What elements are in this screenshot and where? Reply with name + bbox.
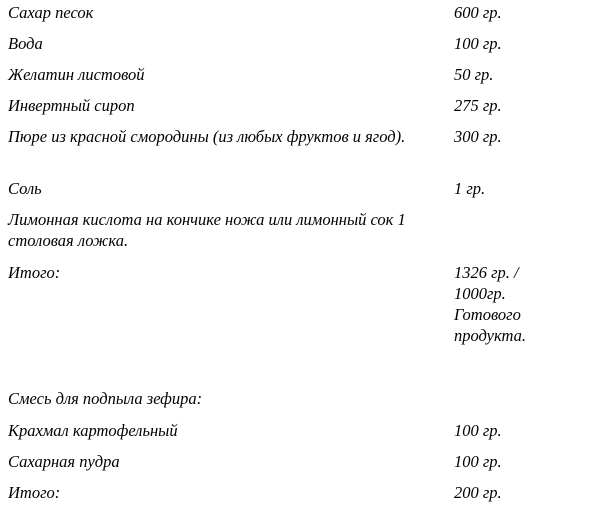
- ingredient-name: Желатин листовой: [8, 65, 145, 84]
- ingredient-quantity: 600 гр.: [454, 3, 502, 22]
- ingredient-quantity: 100 гр.: [454, 421, 502, 440]
- total-label: Итого:: [8, 263, 61, 282]
- ingredient-name: Лимонная кислота на кончике ножа или лимонный сок 1 столовая ложка.: [8, 210, 406, 250]
- ingredient-quantity: 275 гр.: [454, 96, 502, 115]
- ingredient-name: Крахмал картофельный: [8, 421, 178, 440]
- ingredient-name: Вода: [8, 34, 43, 53]
- total-label: Итого:: [8, 483, 61, 502]
- ingredient-name: Сахар песок: [8, 3, 94, 22]
- ingredient-name: Инвертный сироп: [8, 96, 135, 115]
- ingredient-quantity: 300 гр.: [454, 127, 502, 146]
- ingredient-name: Пюре из красной смородины (из любых фруктов и ягод).: [8, 127, 406, 146]
- total-quantity: 1326 гр. / 1000гр. Готового продукта.: [454, 263, 526, 345]
- ingredient-quantity: 100 гр.: [454, 34, 502, 53]
- ingredient-quantity: 100 гр.: [454, 452, 502, 471]
- ingredient-name: Сахарная пудра: [8, 452, 120, 471]
- ingredient-quantity: 1 гр.: [454, 179, 486, 198]
- total-quantity: 200 гр.: [454, 483, 502, 502]
- section-heading: Смесь для подпыла зефира:: [8, 389, 203, 408]
- ingredient-quantity: 50 гр.: [454, 65, 494, 84]
- ingredient-name: Соль: [8, 179, 42, 198]
